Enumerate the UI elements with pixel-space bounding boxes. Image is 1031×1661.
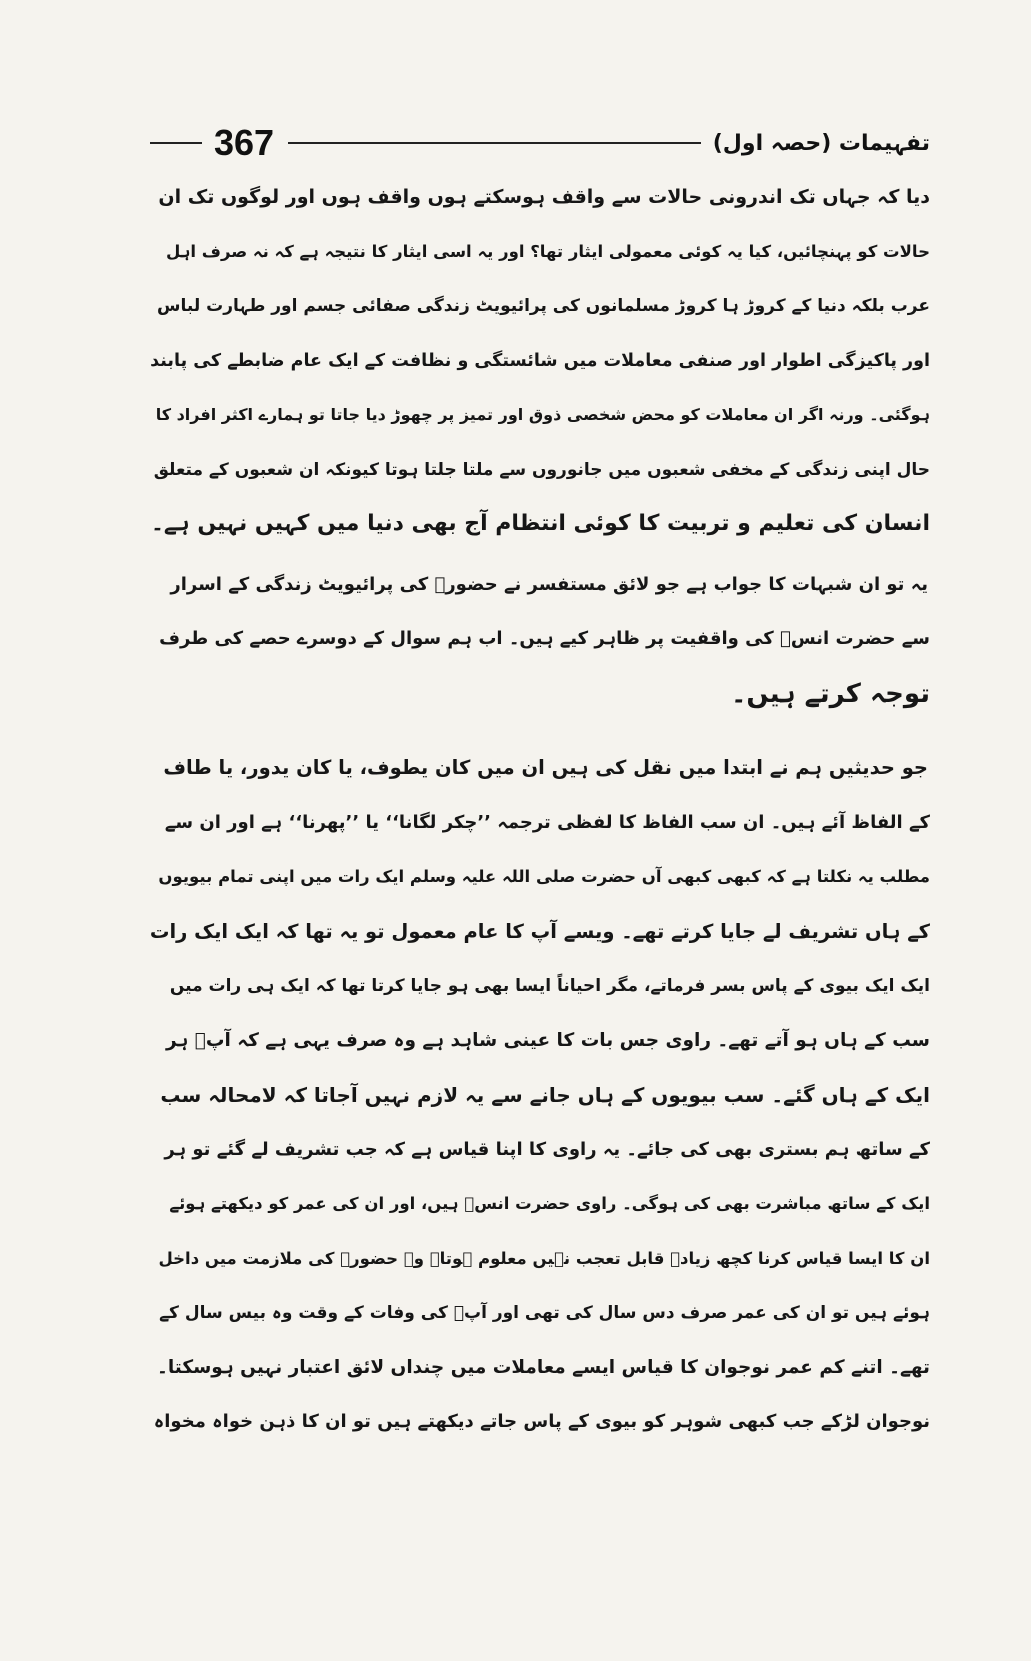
text-line: مطلب یہ نکلتا ہے کہ کبھی کبھی آں حضرت صلی اللہ علیہ وسلم ایک رات میں اپنی تمام بیویوں	[158, 867, 930, 886]
running-title: تفہیمات (حصہ اول)	[712, 130, 930, 156]
text-line: انسان کی تعلیم و تربیت کا کوئی انتظام آج بھی دنیا میں کہیں نہیں ہے۔	[150, 511, 930, 536]
text-line: اور پاکیزگی اطوار اور صنفی معاملات میں شائستگی و نظافت کے ایک عام ضابطے کی پابند	[150, 350, 930, 371]
text-line: توجہ کرتے ہیں۔	[731, 678, 930, 709]
text-line: نوجوان لڑکے جب کبھی شوہر کو بیوی کے پاس جاتے دیکھتے ہیں تو ان کا ذہن خواہ مخواہ	[153, 1411, 930, 1432]
text-line: جو حدیثیں ہم نے ابتدا میں نقل کی ہیں ان میں کان یطوف، یا کان یدور، یا طاف	[163, 756, 928, 779]
text-line: حال اپنی زندگی کے مخفی شعبوں میں جانوروں سے ملتا جلتا ہوتا کیونکہ ان شعبوں کے متعلق	[153, 459, 930, 480]
body-text	[150, 170, 930, 1450]
text-line: سب کے ہاں ہو آتے تھے۔ راوی جس بات کا عینی شاہد ہے وہ صرف یہی ہے کہ آپؐ ہر	[165, 1029, 930, 1051]
text-line: حالات کو پہنچائیں، کیا یہ کوئی معمولی ایثار تھا؟ اور یہ اسی ایثار کا نتیجہ ہے کہ نہ صرف اہل	[166, 241, 930, 261]
text-line: ایک ایک بیوی کے پاس بسر فرماتے، مگر احیاناً ایسا بھی ہو جایا کرتا تھا کہ ایک ہی رات میں	[169, 976, 930, 996]
paragraph-2	[150, 558, 930, 722]
text-line: ہوگئی۔ ورنہ اگر ان معاملات کو محض شخصی ذوق اور تمیز پر چھوڑ دیا جاتا تو ہمارے اکثر افراد کا	[155, 405, 930, 424]
text-line: عرب بلکہ دنیا کے کروڑ ہا کروڑ مسلمانوں کی پرائیویٹ زندگی صفائی جسم اور طہارت لباس	[157, 296, 930, 316]
text-line: یہ تو ان شبہات کا جواب ہے جو لائق مستفسر نے حضورؐ کی پرائیویٹ زندگی کے اسرار	[170, 573, 928, 595]
paragraph-1	[150, 170, 930, 552]
text-line: کے ساتھ ہم بستری بھی کی جائے۔ یہ راوی کا اپنا قیاس ہے کہ جب تشریف لے گئے تو ہر	[164, 1138, 930, 1160]
header-rule	[288, 142, 701, 144]
text-line: تھے۔ اتنے کم عمر نوجوان کا قیاس ایسے معاملات میں چنداں لائق اعتبار نہیں ہوسکتا۔	[157, 1356, 930, 1378]
page-header	[150, 118, 930, 168]
text-line: ہوئے ہیں تو ان کی عمر صرف دس سال کی تھی اور آپؐ کی وفات کے وقت وہ بیس سال کے	[159, 1303, 930, 1323]
paragraph-3	[150, 741, 930, 1450]
text-line: ایک کے ہاں گئے۔ سب بیویوں کے ہاں جانے سے یہ لازم نہیں آجاتا کہ لامحالہ سب	[160, 1083, 930, 1107]
page-number: 367	[214, 122, 275, 163]
text-line: دیا کہ جہاں تک اندرونی حالات سے واقف ہوسکتے ہوں واقف ہوں اور لوگوں تک ان	[158, 186, 930, 208]
text-line: کے ہاں تشریف لے جایا کرتے تھے۔ ویسے آپ کا عام معمول تو یہ تھا کہ ایک ایک رات	[150, 919, 930, 943]
text-line: ایک کے ساتھ مباشرت بھی کی ہوگی۔ راوی حضرت انسؓ ہیں، اور ان کی عمر کو دیکھتے ہوئے	[169, 1194, 930, 1213]
text-line: کے الفاظ آئے ہیں۔ ان سب الفاظ کا لفظی ترجمہ ’’چکر لگانا‘‘ یا ’’پھرنا‘‘ ہے اور ان سے	[164, 811, 930, 833]
text-line: سے حضرت انسؓ کی واقفیت پر ظاہر کیے ہیں۔ اب ہم سوال کے دوسرے حصے کی طرف	[159, 628, 930, 649]
header-rule-left	[150, 142, 202, 144]
text-line: ان کا ایسا قیاس کرنا کچھ زیادہ قابل تعجب نہیں معلوم ہوتا۔ وہ حضورؐ کی ملازمت میں داخل	[158, 1248, 930, 1268]
